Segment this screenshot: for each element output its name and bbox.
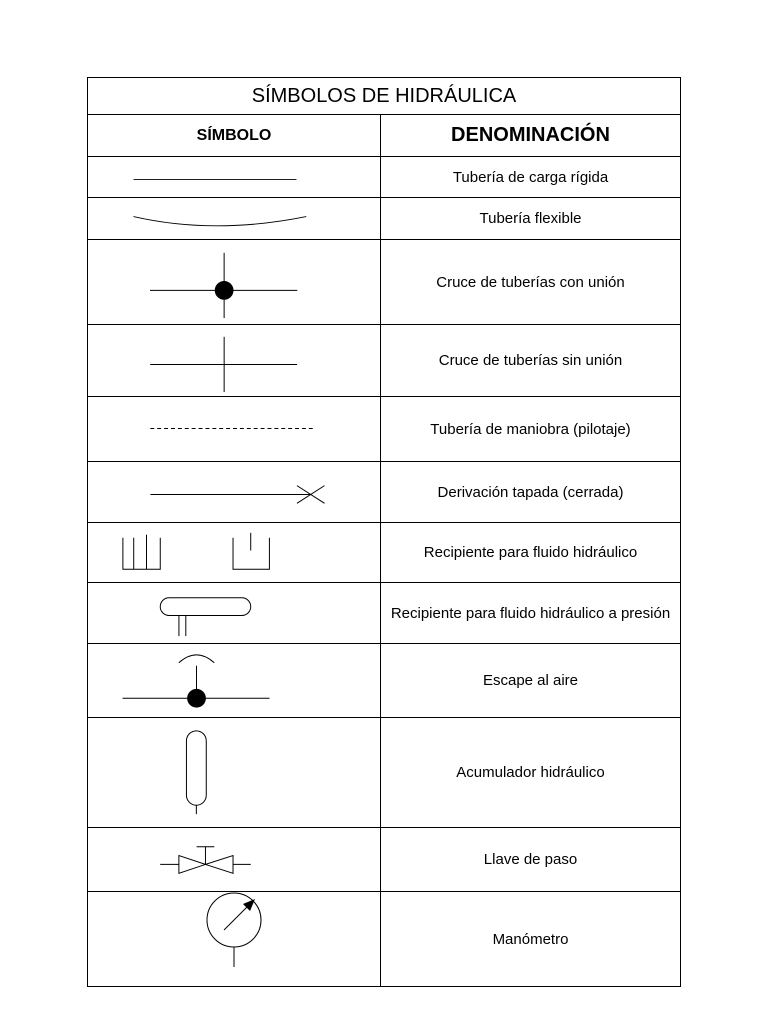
header-name: DENOMINACIÓN (451, 124, 610, 146)
table-row (88, 523, 680, 583)
table-header-row (88, 115, 680, 157)
pressure-gauge-icon (88, 892, 381, 986)
table-row (88, 644, 680, 718)
pipe-cross-unjoined-icon (88, 325, 381, 396)
hydraulic-symbols-table (87, 77, 681, 987)
row-name: Manómetro (492, 930, 569, 948)
row-name: Cruce de tuberías sin unión (438, 352, 623, 369)
table-row (88, 240, 680, 325)
table-row (88, 157, 680, 198)
row-name: Tubería de carga rígida (452, 168, 609, 186)
row-name: Tubería flexible (479, 210, 582, 227)
table-row (88, 325, 680, 397)
fluid-reservoir-icon (88, 523, 381, 582)
accumulator-icon (88, 718, 381, 827)
row-name: Escape al aire (482, 672, 579, 689)
closed-branch-icon (88, 462, 381, 522)
table-row (88, 828, 680, 892)
table-row (88, 198, 680, 240)
header-symbol: SÍMBOLO (88, 115, 381, 156)
table-row (88, 718, 680, 828)
flexible-pipe-icon (88, 198, 381, 239)
table-title: SÍMBOLOS DE HIDRÁULICA (88, 78, 680, 115)
row-name: Recipiente para fluido hidráulico a presión (390, 604, 671, 622)
air-vent-icon (88, 644, 381, 717)
table-row (88, 583, 680, 644)
table-row (88, 397, 680, 462)
row-name: Acumulador hidráulico (456, 764, 605, 781)
row-name: Derivación tapada (cerrada) (437, 483, 624, 501)
rigid-pipe-icon (88, 157, 381, 197)
pipe-cross-joined-icon (88, 240, 381, 324)
shutoff-valve-icon (88, 828, 381, 891)
pressurized-reservoir-icon (88, 583, 381, 643)
pilot-line-icon (88, 397, 381, 461)
row-name: Recipiente para fluido hidráulico (423, 544, 638, 561)
row-name: Llave de paso (483, 851, 578, 868)
table-row (88, 462, 680, 523)
table-row (88, 892, 680, 986)
row-name: Tubería de maniobra (pilotaje) (430, 420, 631, 438)
row-name: Cruce de tuberías con unión (436, 273, 625, 291)
